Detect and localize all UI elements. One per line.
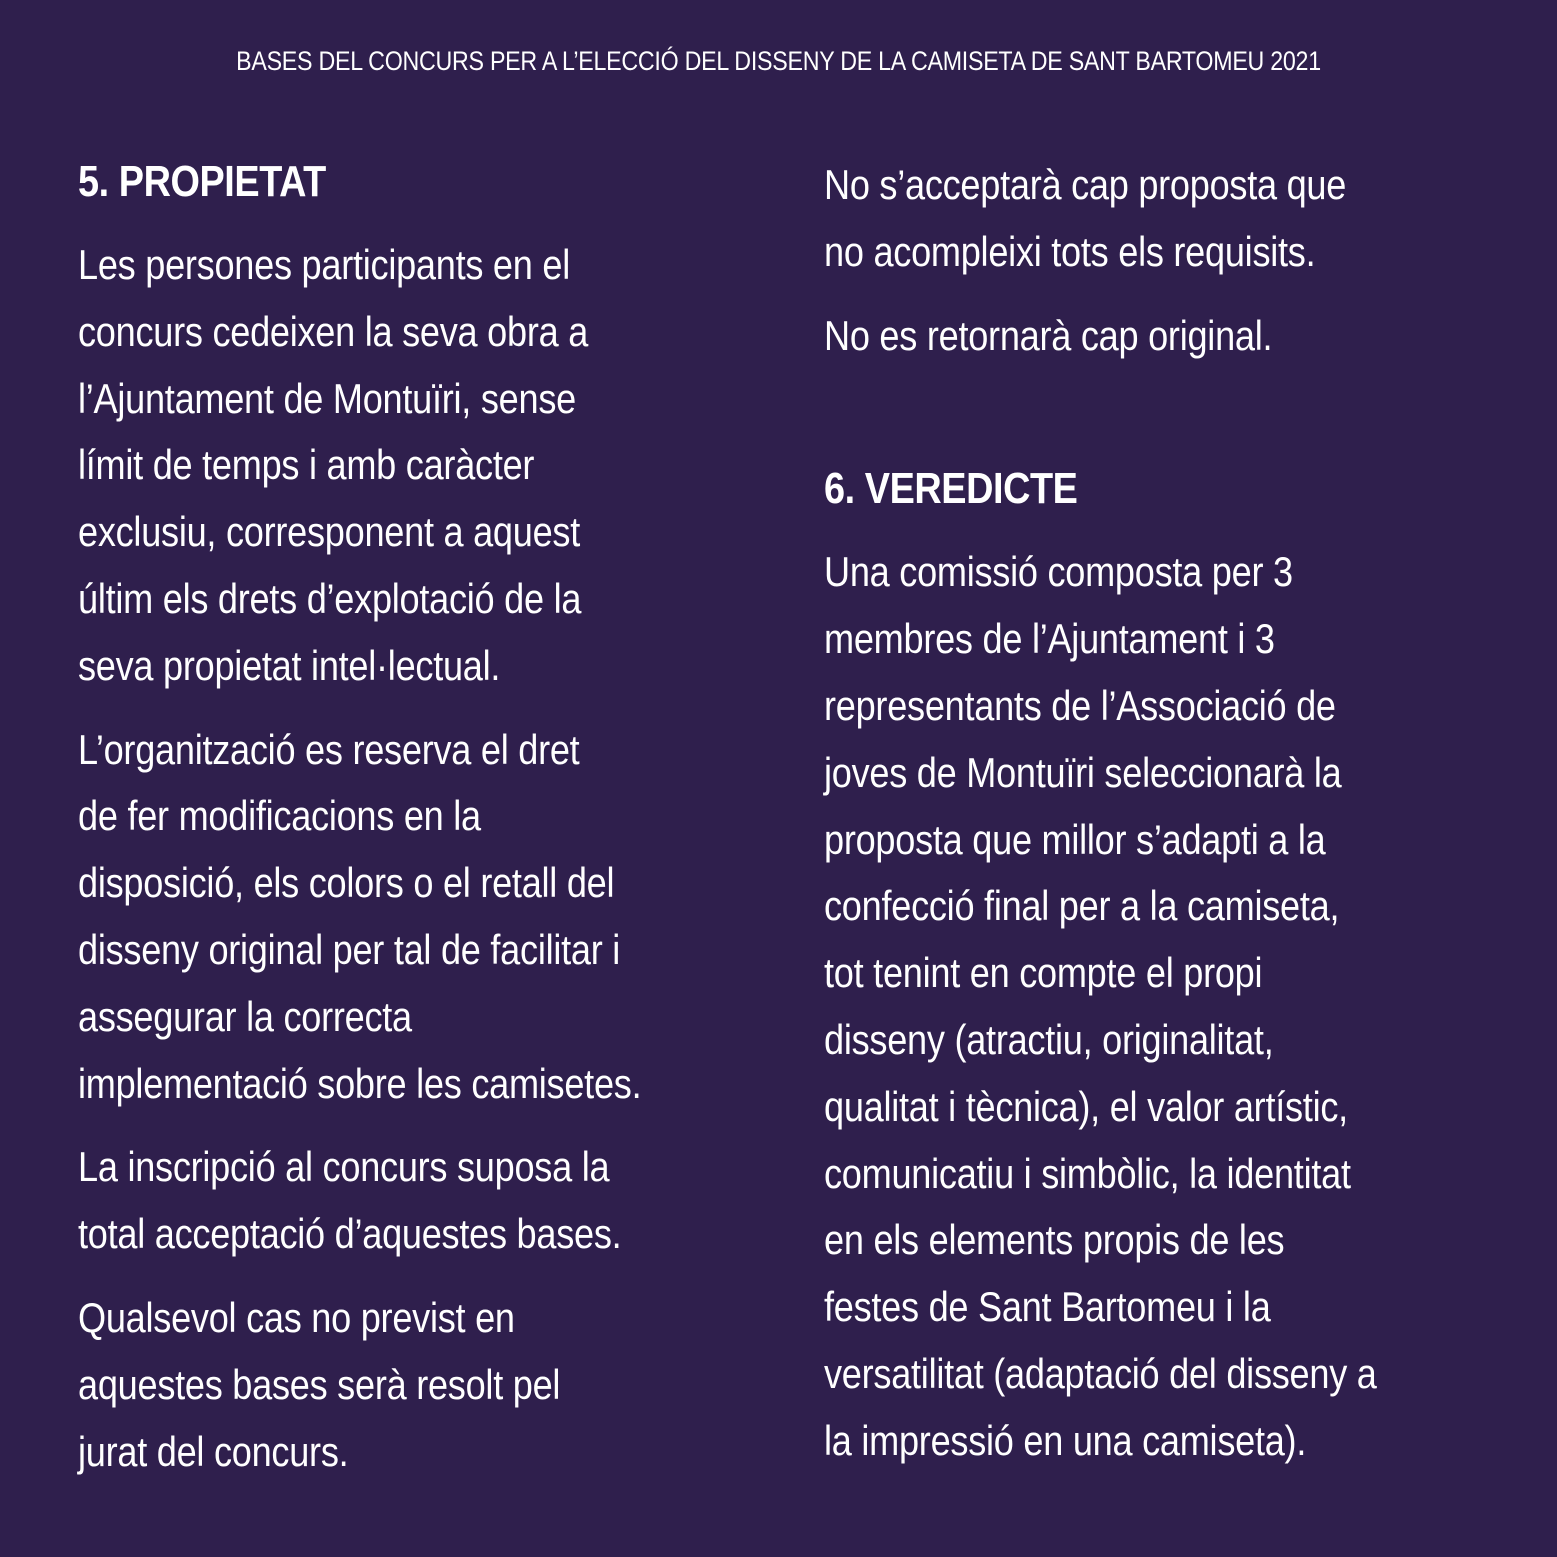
text-line: No es retornarà cap original. [824, 311, 1273, 359]
paragraph-comissio [824, 539, 1443, 1474]
text-line: No s’acceptarà cap proposta que [824, 161, 1347, 208]
text-line: tot tenint en compte el propi [824, 949, 1263, 997]
text-line: total acceptació d’aquestes bases. [78, 1210, 622, 1258]
text-line: últim els drets d’explotació de la [78, 574, 582, 622]
text-line: Les persones participants en el [78, 241, 570, 288]
text-line: exclusiu, corresponent a aquest [78, 508, 581, 556]
text-line: comunicatiu i simbòlic, la identitat [824, 1149, 1351, 1197]
left-column [78, 152, 697, 1502]
text-line: Una comissió composta per 3 [824, 548, 1293, 596]
text-line: implementació sobre les camisetes. [78, 1059, 642, 1107]
text-line: seva propietat intel·lectual. [78, 641, 501, 689]
text-line: en els elements propis de les [824, 1216, 1285, 1264]
text-line: L’organització es reserva el dret [78, 725, 580, 773]
text-line: confecció final per a la camiseta, [824, 882, 1340, 930]
text-line: representants de l’Associació de [824, 681, 1336, 729]
text-line: membres de l’Ajuntament i 3 [824, 615, 1275, 663]
section-heading-veredicte: 6. VEREDICTE [824, 464, 1078, 514]
text-line: jurat del concurs. [78, 1427, 349, 1475]
paragraph-cessio-obra [78, 232, 697, 700]
paragraph-casos-no-previstos [78, 1285, 697, 1485]
text-line: aquestes bases serà resolt pel [78, 1360, 561, 1408]
text-line: versatilitat (adaptació del disseny a [824, 1349, 1377, 1397]
text-line: límit de temps i amb caràcter [78, 441, 535, 489]
text-line: de fer modificacions en la [78, 792, 481, 840]
text-line: qualitat i tècnica), el valor artístic, [824, 1082, 1348, 1130]
text-line: proposta que millor s’adapti a la [824, 815, 1326, 863]
text-line: no acompleixi tots els requisits. [824, 227, 1316, 275]
text-line: assegurar la correcta [78, 992, 412, 1040]
text-line: joves de Montuïri seleccionarà la [824, 748, 1342, 796]
text-line: disseny original per tal de facilitar i [78, 925, 621, 973]
text-line: concurs cedeixen la seva obra a [78, 307, 589, 355]
text-line: la impressió en una camiseta). [824, 1416, 1307, 1464]
section-heading-propietat: 5. PROPIETAT [78, 157, 326, 206]
text-line: disposició, els colors o el retall del [78, 859, 615, 907]
text-line: La inscripció al concurs suposa la [78, 1143, 610, 1191]
right-column [824, 152, 1443, 1492]
text-line: disseny (atractiu, originalitat, [824, 1015, 1274, 1063]
text-line: festes de Sant Bartomeu i la [824, 1283, 1271, 1331]
text-line: l’Ajuntament de Montuïri, sense [78, 374, 576, 422]
text-line: Qualsevol cas no previst en [78, 1293, 515, 1341]
page-title: BASES DEL CONCURS PER A L’ELECCIÓ DEL DISSENY DE LA CAMISETA DE SANT BARTOMEU 2021 [236, 46, 1321, 76]
paragraph-acceptacio-bases [78, 1134, 697, 1268]
paragraph-modificacions [78, 717, 697, 1118]
paragraph-requisits [824, 152, 1443, 286]
paragraph-originals [824, 303, 1443, 370]
